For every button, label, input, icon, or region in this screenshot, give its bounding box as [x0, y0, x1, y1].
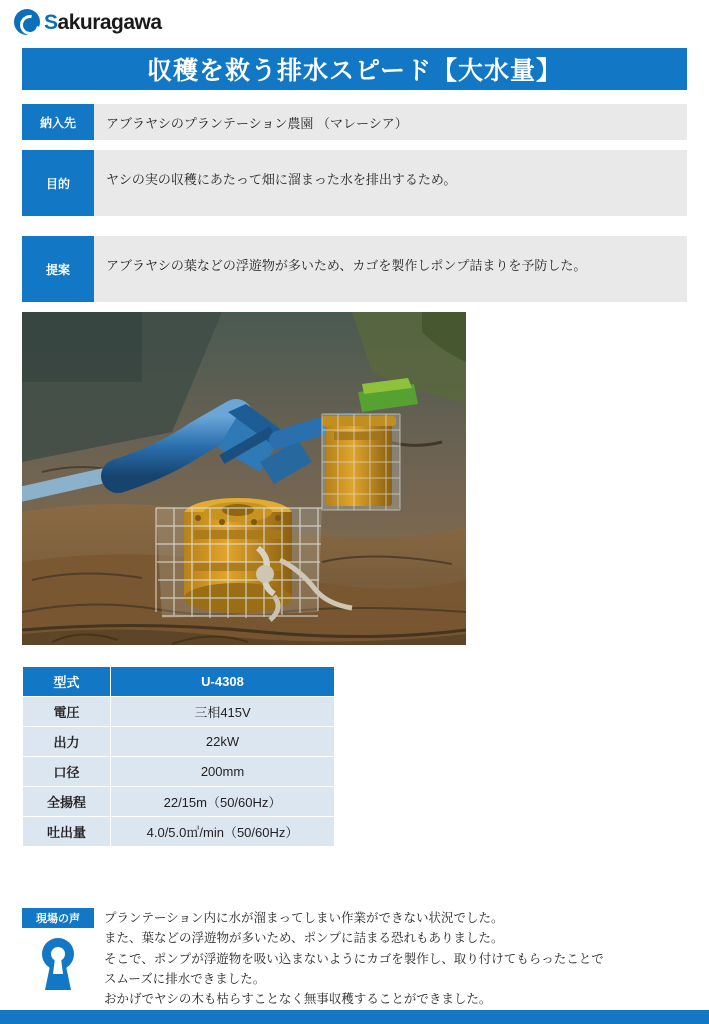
info-row-proposal — [22, 236, 687, 302]
spec-value: 三相415V — [111, 697, 335, 727]
brand-name-rest: akuragawa — [57, 10, 162, 34]
info-text-proposal: アブラヤシの葉などの浮遊物が多いため、カゴを製作しポンプ詰まりを予防した。 — [94, 236, 687, 302]
table-row — [23, 787, 335, 817]
spec-header-value: U-4308 — [111, 667, 335, 697]
spec-table — [22, 666, 335, 847]
spec-value: 22kW — [111, 727, 335, 757]
site-photo — [22, 312, 466, 645]
info-label-purpose: 目的 — [22, 150, 94, 216]
voice-line: プランテーション内に水が溜まってしまい作業ができない状況でした。 — [104, 911, 504, 925]
page-title: 収穫を救う排水スピード【大水量】 — [146, 57, 562, 85]
brand-logo — [14, 9, 162, 35]
spec-key: 全揚程 — [23, 787, 111, 817]
voice-text — [104, 908, 684, 1009]
spec-value: 4.0/5.0㎥/min（50/60Hz） — [111, 817, 335, 847]
info-text-client: アブラヤシのプランテーション農園 （マレーシア） — [94, 104, 687, 140]
voice-line: おかげでヤシの木も枯らすことなく無事収穫することができました。 — [104, 992, 492, 1006]
voice-label: 現場の声 — [22, 908, 94, 928]
table-row — [23, 727, 335, 757]
spec-header-key: 型式 — [23, 667, 111, 697]
info-label-proposal: 提案 — [22, 236, 94, 302]
spec-key: 吐出量 — [23, 817, 111, 847]
spec-key: 電圧 — [23, 697, 111, 727]
logo-bar — [0, 0, 709, 44]
voice-line: また、葉などの浮遊物が多いため、ポンプに詰まる恐れもありました。 — [104, 931, 504, 946]
page-title-band — [22, 48, 687, 90]
info-row-purpose — [22, 150, 687, 216]
info-row-client — [22, 104, 687, 140]
table-row — [23, 757, 335, 787]
info-text-purpose: ヤシの実の収穫にあたって畑に溜まった水を排出するため。 — [94, 150, 687, 216]
spec-table-header-row — [23, 667, 335, 697]
footer-bar — [0, 1010, 709, 1024]
spec-key: 出力 — [23, 727, 111, 757]
spec-value: 200mm — [111, 757, 335, 787]
sakuragawa-circle-logo-icon — [14, 9, 40, 35]
voice-line: そこで、ポンプが浮遊物を吸い込まないようにカゴを製作し、取り付けてもらったことで — [104, 951, 604, 966]
keyhole-icon — [22, 932, 94, 994]
spec-table-body — [23, 667, 335, 847]
spec-value: 22/15m（50/60Hz） — [111, 787, 335, 817]
table-row — [23, 817, 335, 847]
table-row — [23, 697, 335, 727]
brand-name — [44, 12, 162, 33]
info-label-client: 納入先 — [22, 104, 94, 140]
brand-name-prefix: S — [44, 10, 58, 34]
voice-line: スムーズに排水できました。 — [104, 971, 266, 986]
spec-key: 口径 — [23, 757, 111, 787]
